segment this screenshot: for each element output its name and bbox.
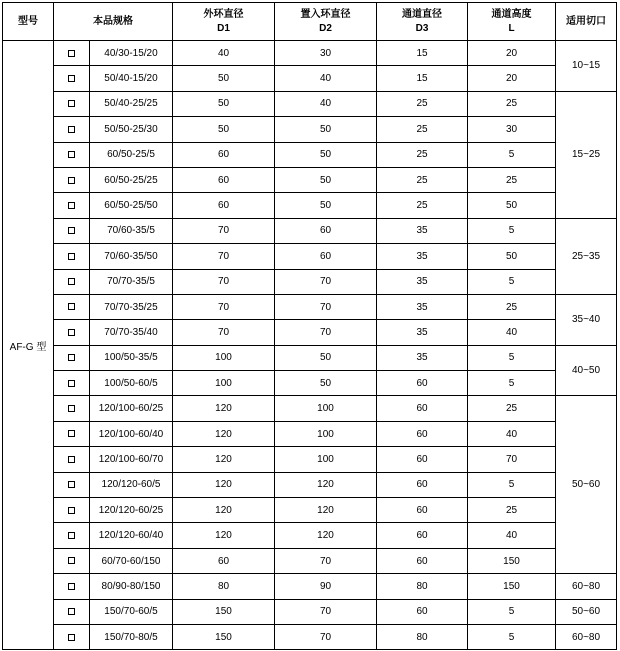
range-cell: 35~40 (556, 294, 617, 345)
l-cell: 5 (468, 624, 556, 649)
d1-cell: 70 (173, 244, 275, 269)
header-l-symbol: L (508, 22, 515, 34)
header-d2-symbol: D2 (319, 22, 332, 34)
checkbox-cell[interactable] (54, 371, 90, 396)
range-cell: 40~50 (556, 345, 617, 396)
d2-cell: 120 (275, 498, 377, 523)
range-cell: 60~80 (556, 624, 617, 649)
spec-table (2, 2, 617, 650)
d1-cell: 70 (173, 218, 275, 243)
checkbox-cell[interactable] (54, 41, 90, 66)
checkbox-icon[interactable] (68, 456, 75, 463)
d2-cell: 120 (275, 523, 377, 548)
header-d2-title: 置入环直径 (300, 8, 351, 20)
spec-cell: 60/50-25/50 (90, 193, 173, 218)
spec-cell: 50/50-25/30 (90, 117, 173, 142)
table-row (3, 167, 617, 192)
d1-cell: 120 (173, 472, 275, 497)
table-row (3, 624, 617, 649)
d2-cell: 100 (275, 396, 377, 421)
checkbox-icon[interactable] (68, 608, 75, 615)
l-cell: 40 (468, 320, 556, 345)
d2-cell: 70 (275, 599, 377, 624)
d2-cell: 60 (275, 244, 377, 269)
d3-cell: 25 (377, 117, 468, 142)
table-row (3, 421, 617, 446)
table-row (3, 91, 617, 116)
checkbox-icon[interactable] (68, 481, 75, 488)
d2-cell: 70 (275, 548, 377, 573)
checkbox-cell[interactable] (54, 91, 90, 116)
checkbox-icon[interactable] (68, 227, 75, 234)
checkbox-icon[interactable] (68, 100, 75, 107)
l-cell: 150 (468, 548, 556, 573)
spec-cell: 60/50-25/25 (90, 167, 173, 192)
d3-cell: 35 (377, 269, 468, 294)
d1-cell: 70 (173, 320, 275, 345)
checkbox-icon[interactable] (68, 329, 75, 336)
checkbox-icon[interactable] (68, 50, 75, 57)
table-row (3, 218, 617, 243)
table-row (3, 523, 617, 548)
d1-cell: 50 (173, 91, 275, 116)
checkbox-cell[interactable] (54, 167, 90, 192)
d1-cell: 120 (173, 523, 275, 548)
table-row (3, 472, 617, 497)
header-type: 型号 (3, 3, 54, 41)
spec-cell: 120/120-60/5 (90, 472, 173, 497)
d3-cell: 60 (377, 447, 468, 472)
header-spec: 本品规格 (54, 3, 173, 41)
l-cell: 5 (468, 371, 556, 396)
range-cell: 50~60 (556, 396, 617, 574)
l-cell: 30 (468, 117, 556, 142)
checkbox-cell[interactable] (54, 66, 90, 91)
d2-cell: 60 (275, 218, 377, 243)
l-cell: 40 (468, 421, 556, 446)
d3-cell: 60 (377, 498, 468, 523)
table-row (3, 548, 617, 573)
header-d1 (173, 3, 275, 41)
spec-cell: 70/70-35/25 (90, 294, 173, 319)
spec-cell: 120/120-60/25 (90, 498, 173, 523)
d1-cell: 40 (173, 41, 275, 66)
table-row (3, 371, 617, 396)
checkbox-icon[interactable] (68, 202, 75, 209)
l-cell: 25 (468, 167, 556, 192)
type-cell: AF-G 型 (3, 41, 54, 650)
checkbox-icon[interactable] (68, 126, 75, 133)
header-d2 (275, 3, 377, 41)
d1-cell: 70 (173, 294, 275, 319)
checkbox-icon[interactable] (68, 583, 75, 590)
d1-cell: 120 (173, 498, 275, 523)
d3-cell: 35 (377, 244, 468, 269)
spec-cell: 120/100-60/40 (90, 421, 173, 446)
l-cell: 5 (468, 345, 556, 370)
d2-cell: 40 (275, 91, 377, 116)
d3-cell: 25 (377, 142, 468, 167)
d1-cell: 60 (173, 167, 275, 192)
spec-cell: 150/70-80/5 (90, 624, 173, 649)
table-row (3, 498, 617, 523)
d3-cell: 60 (377, 472, 468, 497)
checkbox-icon[interactable] (68, 380, 75, 387)
range-cell: 50~60 (556, 599, 617, 624)
spec-cell: 120/100-60/70 (90, 447, 173, 472)
checkbox-cell[interactable] (54, 244, 90, 269)
range-cell: 25~35 (556, 218, 617, 294)
d2-cell: 50 (275, 371, 377, 396)
d3-cell: 60 (377, 371, 468, 396)
checkbox-icon[interactable] (68, 507, 75, 514)
checkbox-icon[interactable] (68, 177, 75, 184)
checkbox-cell[interactable] (54, 624, 90, 649)
checkbox-cell[interactable] (54, 396, 90, 421)
table-row (3, 294, 617, 319)
d2-cell: 100 (275, 447, 377, 472)
l-cell: 50 (468, 193, 556, 218)
checkbox-cell[interactable] (54, 345, 90, 370)
header-d1-title: 外环直径 (203, 8, 244, 20)
l-cell: 5 (468, 599, 556, 624)
d2-cell: 90 (275, 574, 377, 599)
table-row (3, 66, 617, 91)
header-l (468, 3, 556, 41)
d2-cell: 100 (275, 421, 377, 446)
l-cell: 40 (468, 523, 556, 548)
checkbox-cell[interactable] (54, 599, 90, 624)
checkbox-icon[interactable] (68, 253, 75, 260)
l-cell: 5 (468, 142, 556, 167)
checkbox-cell[interactable] (54, 117, 90, 142)
d1-cell: 150 (173, 599, 275, 624)
d1-cell: 60 (173, 548, 275, 573)
d3-cell: 25 (377, 91, 468, 116)
l-cell: 5 (468, 269, 556, 294)
checkbox-icon[interactable] (68, 532, 75, 539)
l-cell: 5 (468, 218, 556, 243)
spec-cell: 100/50-60/5 (90, 371, 173, 396)
d2-cell: 50 (275, 142, 377, 167)
d1-cell: 80 (173, 574, 275, 599)
l-cell: 20 (468, 41, 556, 66)
checkbox-cell[interactable] (54, 142, 90, 167)
d3-cell: 60 (377, 396, 468, 421)
d3-cell: 35 (377, 218, 468, 243)
d2-cell: 50 (275, 117, 377, 142)
checkbox-icon[interactable] (68, 278, 75, 285)
d2-cell: 70 (275, 294, 377, 319)
header-range: 适用切口 (556, 3, 617, 41)
checkbox-cell[interactable] (54, 447, 90, 472)
d2-cell: 70 (275, 269, 377, 294)
d1-cell: 120 (173, 396, 275, 421)
table-row (3, 320, 617, 345)
range-cell: 15~25 (556, 91, 617, 218)
checkbox-cell[interactable] (54, 574, 90, 599)
table-row (3, 396, 617, 421)
spec-cell: 50/40-15/20 (90, 66, 173, 91)
d3-cell: 35 (377, 294, 468, 319)
checkbox-cell[interactable] (54, 320, 90, 345)
checkbox-icon[interactable] (68, 557, 75, 564)
d3-cell: 35 (377, 345, 468, 370)
d3-cell: 60 (377, 599, 468, 624)
spec-cell: 60/50-25/5 (90, 142, 173, 167)
d2-cell: 70 (275, 320, 377, 345)
d2-cell: 50 (275, 193, 377, 218)
l-cell: 25 (468, 396, 556, 421)
spec-cell: 120/120-60/40 (90, 523, 173, 548)
d1-cell: 60 (173, 142, 275, 167)
spec-cell: 100/50-35/5 (90, 345, 173, 370)
range-cell: 10~15 (556, 41, 617, 92)
header-d1-symbol: D1 (217, 22, 230, 34)
d2-cell: 50 (275, 345, 377, 370)
checkbox-cell[interactable] (54, 498, 90, 523)
checkbox-cell[interactable] (54, 269, 90, 294)
checkbox-icon[interactable] (68, 430, 75, 437)
d3-cell: 60 (377, 548, 468, 573)
spec-cell: 70/60-35/50 (90, 244, 173, 269)
checkbox-cell[interactable] (54, 421, 90, 446)
spec-cell: 40/30-15/20 (90, 41, 173, 66)
spec-cell: 70/60-35/5 (90, 218, 173, 243)
d2-cell: 50 (275, 167, 377, 192)
d1-cell: 60 (173, 193, 275, 218)
checkbox-icon[interactable] (68, 151, 75, 158)
table-row (3, 244, 617, 269)
header-row (3, 3, 617, 41)
header-d3 (377, 3, 468, 41)
table-row (3, 117, 617, 142)
table-body (3, 41, 617, 650)
d1-cell: 70 (173, 269, 275, 294)
table-row (3, 345, 617, 370)
table-row (3, 447, 617, 472)
d1-cell: 50 (173, 117, 275, 142)
l-cell: 25 (468, 91, 556, 116)
spec-cell: 70/70-35/40 (90, 320, 173, 345)
checkbox-cell[interactable] (54, 523, 90, 548)
checkbox-icon[interactable] (68, 634, 75, 641)
table-row (3, 574, 617, 599)
d1-cell: 100 (173, 371, 275, 396)
d3-cell: 60 (377, 523, 468, 548)
spec-cell: 70/70-35/5 (90, 269, 173, 294)
header-d3-title: 通道直径 (402, 8, 442, 20)
checkbox-cell[interactable] (54, 218, 90, 243)
checkbox-cell[interactable] (54, 193, 90, 218)
d2-cell: 70 (275, 624, 377, 649)
spec-cell: 60/70-60/150 (90, 548, 173, 573)
checkbox-icon[interactable] (68, 405, 75, 412)
d3-cell: 25 (377, 193, 468, 218)
table-row (3, 193, 617, 218)
l-cell: 20 (468, 66, 556, 91)
d2-cell: 30 (275, 41, 377, 66)
d3-cell: 80 (377, 624, 468, 649)
checkbox-icon[interactable] (68, 75, 75, 82)
d1-cell: 120 (173, 421, 275, 446)
checkbox-cell[interactable] (54, 472, 90, 497)
l-cell: 5 (468, 472, 556, 497)
d2-cell: 40 (275, 66, 377, 91)
spec-cell: 150/70-60/5 (90, 599, 173, 624)
l-cell: 70 (468, 447, 556, 472)
d2-cell: 120 (275, 472, 377, 497)
table-row (3, 41, 617, 66)
header-d3-symbol: D3 (415, 22, 429, 34)
header-l-title: 通道高度 (491, 8, 532, 20)
l-cell: 25 (468, 498, 556, 523)
spec-cell: 50/40-25/25 (90, 91, 173, 116)
table-row (3, 599, 617, 624)
d3-cell: 15 (377, 66, 468, 91)
l-cell: 50 (468, 244, 556, 269)
d3-cell: 25 (377, 167, 468, 192)
d3-cell: 35 (377, 320, 468, 345)
checkbox-cell[interactable] (54, 294, 90, 319)
checkbox-cell[interactable] (54, 548, 90, 573)
d3-cell: 80 (377, 574, 468, 599)
spec-cell: 120/100-60/25 (90, 396, 173, 421)
checkbox-icon[interactable] (68, 354, 75, 361)
range-cell: 60~80 (556, 574, 617, 599)
d3-cell: 15 (377, 41, 468, 66)
d3-cell: 60 (377, 421, 468, 446)
spec-cell: 80/90-80/150 (90, 574, 173, 599)
l-cell: 150 (468, 574, 556, 599)
d1-cell: 100 (173, 345, 275, 370)
d1-cell: 150 (173, 624, 275, 649)
table-row (3, 142, 617, 167)
l-cell: 25 (468, 294, 556, 319)
d1-cell: 50 (173, 66, 275, 91)
table-row (3, 269, 617, 294)
d1-cell: 120 (173, 447, 275, 472)
checkbox-icon[interactable] (68, 303, 75, 310)
